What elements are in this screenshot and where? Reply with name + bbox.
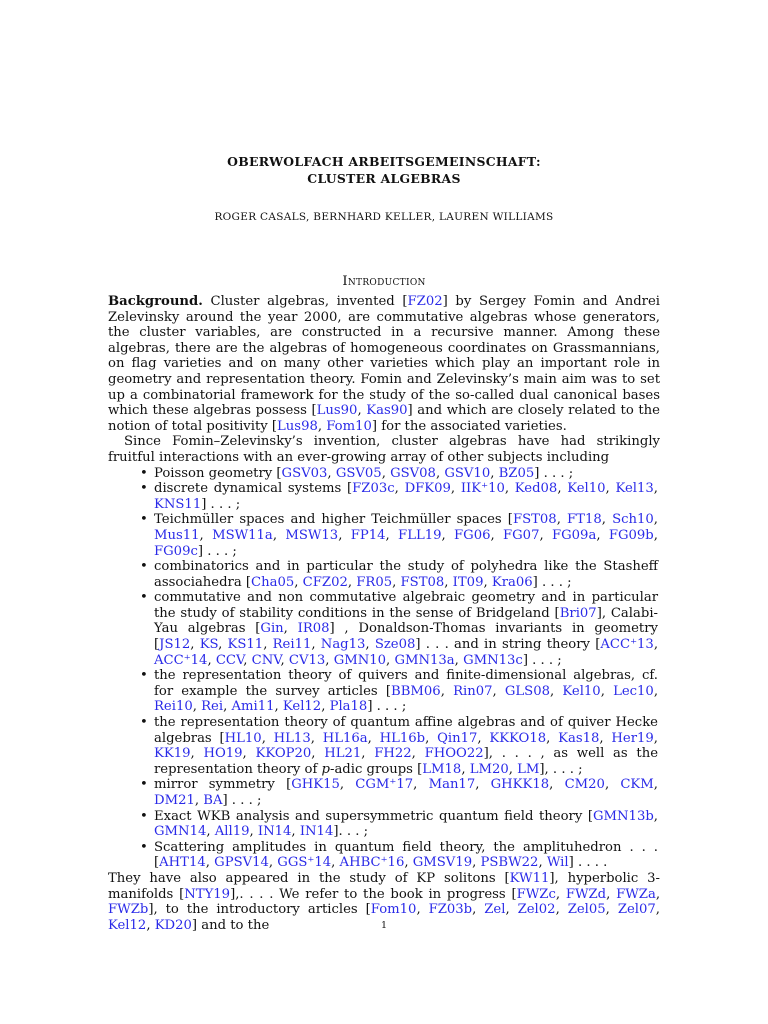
- text-run: ]. . . ;: [333, 824, 369, 840]
- citation-link[interactable]: CNV: [251, 652, 281, 668]
- citation-link[interactable]: Mus11: [154, 527, 200, 543]
- text-run: ,: [653, 730, 658, 746]
- text-run: ,: [556, 512, 568, 528]
- citation-link[interactable]: CM20: [564, 777, 605, 793]
- citation-link[interactable]: DM21: [154, 793, 195, 808]
- text-run: ,: [490, 465, 499, 481]
- citation-link[interactable]: FLL19: [398, 527, 442, 543]
- citation-link[interactable]: Ami11: [231, 699, 275, 715]
- text-run: ,: [321, 699, 330, 715]
- list-item: [108, 715, 660, 777]
- citation-link[interactable]: GMN13b: [592, 808, 654, 824]
- citation-link[interactable]: FWZb: [108, 902, 149, 918]
- citation-link[interactable]: Cha05: [251, 574, 295, 590]
- citation-link[interactable]: KW11: [509, 870, 550, 886]
- text-run: ,: [596, 527, 609, 543]
- text-run: the representation theory of quivers and finite-dimensional algebras, cf. for example the survey articles [: [154, 668, 658, 699]
- text-run: ,: [338, 527, 351, 543]
- text-run: ,: [280, 652, 289, 668]
- citation-link[interactable]: Rei10: [154, 699, 193, 715]
- citation-link[interactable]: GMSV19: [412, 855, 473, 871]
- citation-link[interactable]: FG07: [503, 527, 540, 543]
- text-run: Exact WKB analysis and supersymmetric quantum field theory [: [154, 808, 593, 824]
- text-run: ,: [599, 730, 612, 746]
- text-run: ], . . . , as well as the representation theory of: [154, 746, 659, 777]
- citation-link[interactable]: Kel10: [567, 481, 606, 497]
- text-run: ,: [653, 808, 658, 824]
- text-run: Cluster algebras, invented [: [202, 294, 408, 309]
- bullet-icon: •: [140, 559, 148, 575]
- citation-link[interactable]: FG09a: [551, 527, 597, 543]
- text-run: ] . . . ;: [201, 496, 241, 512]
- bullet-icon: •: [140, 715, 148, 731]
- citation-link[interactable]: HL16a: [322, 730, 368, 746]
- text-run: ] . . . ;: [522, 652, 562, 668]
- citation-link[interactable]: BZ05: [498, 465, 535, 481]
- citation-link[interactable]: Kel12: [108, 917, 147, 933]
- text-run: ], . . . ;: [539, 761, 583, 777]
- text-run: ,: [413, 777, 429, 793]
- text-run: ], Calabi-Yau algebras [: [154, 605, 658, 637]
- text-run: ] . . . ;: [534, 465, 574, 481]
- text-run: ,: [146, 917, 155, 933]
- list-item: [108, 809, 660, 840]
- citation-link[interactable]: Zel02: [517, 902, 556, 918]
- citation-link[interactable]: JS12: [159, 637, 191, 653]
- text-run: ,: [272, 527, 286, 543]
- text-run: ], hyperbolic 3-manifolds [: [108, 870, 661, 902]
- list-item: [108, 481, 660, 512]
- text-run: ,: [206, 824, 215, 840]
- citation-link[interactable]: Kel13: [615, 481, 654, 497]
- citation-link[interactable]: Nag13: [320, 637, 366, 653]
- text-run: ,: [555, 902, 568, 918]
- citation-link[interactable]: Zel05: [567, 902, 606, 918]
- citation-link[interactable]: GMN13c: [463, 652, 523, 668]
- text-run: ,: [386, 652, 395, 668]
- text-run: ,: [392, 574, 401, 590]
- citation-link[interactable]: Qin17: [437, 730, 478, 746]
- citation-link[interactable]: Kel10: [562, 683, 601, 699]
- text-run: ,: [190, 746, 204, 762]
- text-run: ,: [604, 777, 621, 793]
- text-run: ,: [274, 699, 283, 715]
- citation-link[interactable]: KNS11: [154, 496, 202, 512]
- text-run: ,: [477, 730, 490, 746]
- text-run: ,: [361, 746, 375, 762]
- text-run: ,: [357, 403, 367, 419]
- citation-link[interactable]: FP14: [350, 527, 386, 543]
- citation-link[interactable]: Fom10: [326, 418, 372, 434]
- text-run: mirror symmetry [: [154, 777, 292, 793]
- text-run: ,: [311, 746, 325, 762]
- citation-link[interactable]: Bri07: [559, 605, 597, 621]
- citation-link[interactable]: GSV03: [281, 465, 328, 481]
- citation-link[interactable]: GMN13a: [394, 652, 455, 668]
- paper-title: [108, 153, 660, 187]
- text-run: ,: [505, 902, 518, 918]
- citation-link[interactable]: HL16b: [379, 730, 426, 746]
- citation-link[interactable]: Rei: [201, 699, 224, 715]
- citation-link[interactable]: Gin: [260, 621, 284, 637]
- citation-link[interactable]: IN14: [257, 824, 292, 840]
- citation-link[interactable]: GSV10: [444, 465, 491, 481]
- text-run: ,: [347, 574, 357, 590]
- citation-link[interactable]: Kel12: [282, 699, 322, 715]
- text-run: Since Fomin–Zelevinsky’s invention, cluster algebras have had strikingly fruitful interactions with an ever-growing array of other subjects including: [108, 434, 660, 465]
- text-run: ,: [557, 481, 568, 497]
- bullet-icon: •: [140, 777, 148, 793]
- text-run: ] and to the: [191, 917, 270, 933]
- citation-link[interactable]: FG09b: [608, 527, 654, 543]
- citation-link[interactable]: Ked08: [514, 481, 558, 497]
- text-run: ,: [454, 652, 464, 668]
- text-run: ,: [435, 465, 445, 481]
- bullet-icon: •: [140, 590, 148, 606]
- text-run: ,: [310, 730, 323, 746]
- citation-link[interactable]: Wil: [546, 855, 569, 871]
- text-run: ,: [655, 886, 661, 902]
- bullet-icon: •: [140, 512, 148, 528]
- text-run: ,: [655, 902, 660, 918]
- citation-link[interactable]: FHOO22: [424, 746, 484, 762]
- text-run: ,: [411, 746, 425, 762]
- citation-link[interactable]: FZ03c: [352, 481, 395, 497]
- text-run: ,: [331, 855, 340, 871]
- citation-link[interactable]: AHT14: [159, 855, 206, 871]
- bullet-icon: •: [140, 481, 148, 497]
- text-run: Poisson geometry [: [154, 465, 282, 481]
- text-run: Teichmüller spaces and higher Teichmüller spaces [: [154, 512, 513, 528]
- paragraph-2: [108, 434, 660, 465]
- text-run: ,: [205, 855, 215, 871]
- citation-link[interactable]: FST08: [400, 574, 445, 590]
- citation-link[interactable]: KK19: [154, 746, 191, 762]
- citation-link[interactable]: FH22: [374, 746, 412, 762]
- bullet-icon: •: [140, 808, 148, 824]
- para1-runs: [108, 294, 660, 434]
- citation-link[interactable]: HL21: [324, 746, 362, 762]
- text-run: ] . . . and in string theory [: [415, 637, 601, 653]
- text-run: ,: [475, 777, 491, 793]
- text-run: ,: [385, 527, 399, 543]
- citation-link[interactable]: GGS⁺14: [277, 855, 332, 871]
- text-run: Scattering amplitudes in quantum field theory, the amplituhedron . . . [: [154, 839, 658, 871]
- text-run: ,: [365, 637, 375, 653]
- citation-link[interactable]: HL10: [224, 730, 262, 746]
- run-in-heading: Background.: [108, 294, 203, 309]
- text-run: ,: [550, 683, 563, 699]
- text-run: ,: [416, 902, 429, 918]
- citation-link[interactable]: FST08: [512, 512, 557, 528]
- citation-link[interactable]: MSW11a: [212, 527, 273, 543]
- list-item: [108, 840, 660, 871]
- citation-link[interactable]: HO19: [203, 746, 243, 762]
- citation-link[interactable]: KD20: [154, 917, 192, 933]
- citation-link[interactable]: LM: [517, 761, 540, 777]
- citation-link[interactable]: CKM: [620, 777, 654, 793]
- text-run: ,: [653, 512, 658, 528]
- list-item: [108, 777, 660, 808]
- citation-link[interactable]: GSV08: [390, 465, 436, 481]
- text-run: ,: [261, 730, 274, 746]
- citation-link[interactable]: PSBW22: [480, 855, 539, 871]
- text-run: commutative and non commutative algebraic geometry and in particular the study of stability conditions in the sense of Bridgeland [: [154, 590, 658, 621]
- citation-link[interactable]: FG06: [454, 527, 491, 543]
- citation-link[interactable]: AHBC⁺16: [339, 855, 405, 871]
- citation-link[interactable]: Lus90: [316, 403, 358, 419]
- text-run: ,: [404, 855, 413, 871]
- text-run: ], to the introductory articles [: [148, 902, 371, 918]
- citation-link[interactable]: LM18: [422, 761, 462, 777]
- text-run: ,: [327, 465, 336, 481]
- text-run: ],. . . . We refer to the book in progress [: [230, 886, 517, 902]
- text-run: ,: [450, 481, 461, 497]
- text-run: ,: [555, 886, 566, 902]
- citation-link[interactable]: IN14: [299, 824, 334, 840]
- text-run: ,: [291, 824, 300, 840]
- citation-link[interactable]: Kra06: [491, 574, 533, 590]
- text-run: ,: [508, 761, 518, 777]
- citation-link[interactable]: KKOP20: [255, 746, 312, 762]
- citation-link[interactable]: BBM06: [391, 683, 441, 699]
- text-run: ,: [472, 902, 485, 918]
- citation-link[interactable]: CGM⁺17: [355, 777, 414, 793]
- list-item: [108, 668, 660, 715]
- text-run: ,: [472, 855, 481, 871]
- citation-link[interactable]: CFZ02: [302, 574, 348, 590]
- bullet-icon: •: [140, 839, 148, 855]
- bullet-icon: •: [140, 668, 148, 684]
- text-run: ,: [653, 683, 659, 699]
- text-run: ] , Donaldson-Thomas invariants in geometry [: [154, 621, 658, 653]
- citation-link[interactable]: KKKO18: [489, 730, 547, 746]
- citation-link[interactable]: Kas18: [558, 730, 600, 746]
- citation-link[interactable]: GHK15: [291, 777, 340, 793]
- citation-link[interactable]: FR05: [356, 574, 393, 590]
- text-run: ,: [283, 621, 298, 637]
- text-run: They have also appeared in the study of KP solitons [: [108, 870, 510, 886]
- title-line-1: OBERWOLFACH ARBEITSGEMEINSCHAFT:: [227, 154, 541, 169]
- page-number: 1: [380, 920, 388, 931]
- citation-link[interactable]: DFK09: [404, 481, 451, 497]
- citation-link[interactable]: IT09: [452, 574, 484, 590]
- text-run: ,: [294, 574, 303, 590]
- citation-link[interactable]: Zel07: [617, 902, 656, 918]
- citation-link[interactable]: FZ03b: [428, 902, 473, 918]
- text-run: ,: [381, 465, 391, 481]
- text-run: ,: [190, 637, 200, 653]
- text-run: ,: [263, 637, 273, 653]
- text-run: ] by Sergey Fomin and Andrei Zelevinsky around the year 2000, are commutative algebras whose generators, the cluster variables, are constructed in a recursive manner. Among these algebras, there are the algebras of homogeneous coordinates on Grassmannians, on flag varieties and on many other varieties which play an important role in geometry and representation theory. Fomin and Zelevinsky’s main aim was to set up a combinatorial framework for the study of the so-called dual canonical bases which these algebras possess [: [108, 294, 660, 419]
- text-run: ] and which are closely related to the notion of total positivity [: [108, 403, 660, 434]
- text-run: ] . . . ;: [532, 574, 572, 590]
- text-run: ,: [218, 637, 228, 653]
- text-run: -adic groups [: [329, 761, 423, 777]
- text-run: the representation theory of quantum affine algebras and of quiver Hecke algebras [: [154, 715, 658, 746]
- citation-link[interactable]: FWZc: [516, 886, 556, 902]
- text-run: ,: [317, 418, 327, 434]
- citation-link[interactable]: FZ02: [407, 294, 443, 309]
- citation-link[interactable]: CCV: [215, 652, 244, 668]
- list-item: [108, 512, 660, 559]
- citation-link[interactable]: Fom10: [370, 902, 417, 918]
- citation-link[interactable]: BA: [203, 793, 223, 808]
- text-run: ,: [207, 652, 216, 668]
- citation-link[interactable]: NTY19: [184, 886, 231, 902]
- citation-link[interactable]: FT18: [567, 512, 602, 528]
- citation-link[interactable]: Sch10: [612, 512, 654, 528]
- citation-link[interactable]: IR08: [297, 621, 330, 637]
- citation-link[interactable]: GLS08: [504, 683, 550, 699]
- citation-link[interactable]: FWZd: [565, 886, 607, 902]
- text-run: ,: [243, 652, 252, 668]
- text-run: ,: [311, 637, 321, 653]
- subjects-list: [108, 466, 660, 871]
- list-item: [108, 590, 660, 668]
- text-run: ,: [444, 574, 453, 590]
- author-list: ROGER CASALS, BERNHARD KELLER, LAUREN WILLIAMS: [214, 211, 554, 223]
- citation-link[interactable]: GHKK18: [490, 777, 550, 793]
- citation-link[interactable]: GSV05: [335, 465, 382, 481]
- text-run: ,: [461, 761, 470, 777]
- citation-link[interactable]: All19: [214, 824, 250, 840]
- citation-link[interactable]: FWZa: [616, 886, 656, 902]
- text-run: combinatorics and in particular the study of polyhedra like the Stasheff associahedra [: [154, 559, 658, 590]
- text-run: ,: [440, 683, 454, 699]
- italic-text: p: [321, 761, 330, 777]
- text-run: ] . . . ;: [197, 543, 237, 559]
- citation-link[interactable]: ACC⁺13: [600, 637, 654, 653]
- text-run: discrete dynamical systems [: [154, 481, 353, 497]
- list-item: [108, 559, 660, 590]
- citation-link[interactable]: Lus98: [277, 418, 318, 434]
- citation-link[interactable]: Rei11: [272, 637, 312, 653]
- bullet-icon: •: [140, 465, 148, 481]
- citation-link[interactable]: IIK⁺10: [460, 481, 505, 497]
- citation-link[interactable]: Sze08: [374, 637, 416, 653]
- text-run: ,: [504, 481, 515, 497]
- text-run: ,: [605, 902, 618, 918]
- citation-link[interactable]: GMN14: [154, 824, 207, 840]
- text-run: ,: [601, 512, 613, 528]
- section-heading: Introduction: [342, 274, 426, 289]
- citation-link[interactable]: Man17: [428, 777, 476, 793]
- text-run: ,: [653, 637, 659, 653]
- text-run: ,: [242, 746, 256, 762]
- citation-link[interactable]: Kas90: [366, 403, 408, 419]
- text-run: ,: [483, 574, 492, 590]
- citation-link[interactable]: KS11: [227, 637, 264, 653]
- citation-link[interactable]: Zel: [484, 902, 506, 918]
- text-run: ,: [425, 730, 438, 746]
- citation-link[interactable]: CV13: [288, 652, 326, 668]
- text-run: ,: [268, 855, 278, 871]
- text-run: ,: [549, 777, 565, 793]
- citation-link[interactable]: KS: [199, 637, 219, 653]
- citation-link[interactable]: Lec10: [613, 683, 654, 699]
- title-line-2: CLUSTER ALGEBRAS: [307, 171, 461, 186]
- citation-link[interactable]: MSW13: [285, 527, 339, 543]
- text-run: ,: [492, 683, 505, 699]
- text-run: ] for the associated varieties.: [371, 418, 567, 434]
- text-run: ,: [199, 527, 213, 543]
- citation-link[interactable]: ACC⁺14: [154, 652, 208, 668]
- text-run: ,: [606, 886, 617, 902]
- text-run: ,: [394, 481, 405, 497]
- text-run: ] . . . ;: [367, 699, 407, 715]
- text-run: ,: [546, 730, 559, 746]
- text-run: ] . . . .: [568, 855, 608, 871]
- text-run: ,: [441, 527, 455, 543]
- text-run: ,: [653, 481, 658, 497]
- text-run: ,: [325, 652, 334, 668]
- citation-link[interactable]: GPSV14: [214, 855, 269, 871]
- text-run: ,: [223, 699, 232, 715]
- text-run: ,: [653, 777, 658, 793]
- citation-link[interactable]: Pla18: [329, 699, 368, 715]
- text-run: ,: [653, 527, 658, 543]
- text-run: ] . . . ;: [222, 793, 262, 808]
- text-run: ,: [194, 793, 204, 808]
- text-run: ,: [600, 683, 614, 699]
- text-run: ,: [192, 699, 202, 715]
- citation-link[interactable]: Rin07: [453, 683, 493, 699]
- text-run: ,: [605, 481, 616, 497]
- text-run: ,: [538, 855, 547, 871]
- citation-link[interactable]: FG09c: [154, 543, 198, 559]
- citation-link[interactable]: LM20: [469, 761, 509, 777]
- body-text: [108, 294, 660, 933]
- text-run: ,: [367, 730, 380, 746]
- background-paragraph: [108, 294, 660, 434]
- text-run: ,: [490, 527, 503, 543]
- citation-link[interactable]: Her19: [611, 730, 654, 746]
- text-run: ,: [339, 777, 356, 793]
- text-run: ,: [249, 824, 258, 840]
- citation-link[interactable]: GMN10: [333, 652, 387, 668]
- citation-link[interactable]: HL13: [273, 730, 311, 746]
- list-item: [108, 466, 660, 482]
- text-run: ,: [539, 527, 552, 543]
